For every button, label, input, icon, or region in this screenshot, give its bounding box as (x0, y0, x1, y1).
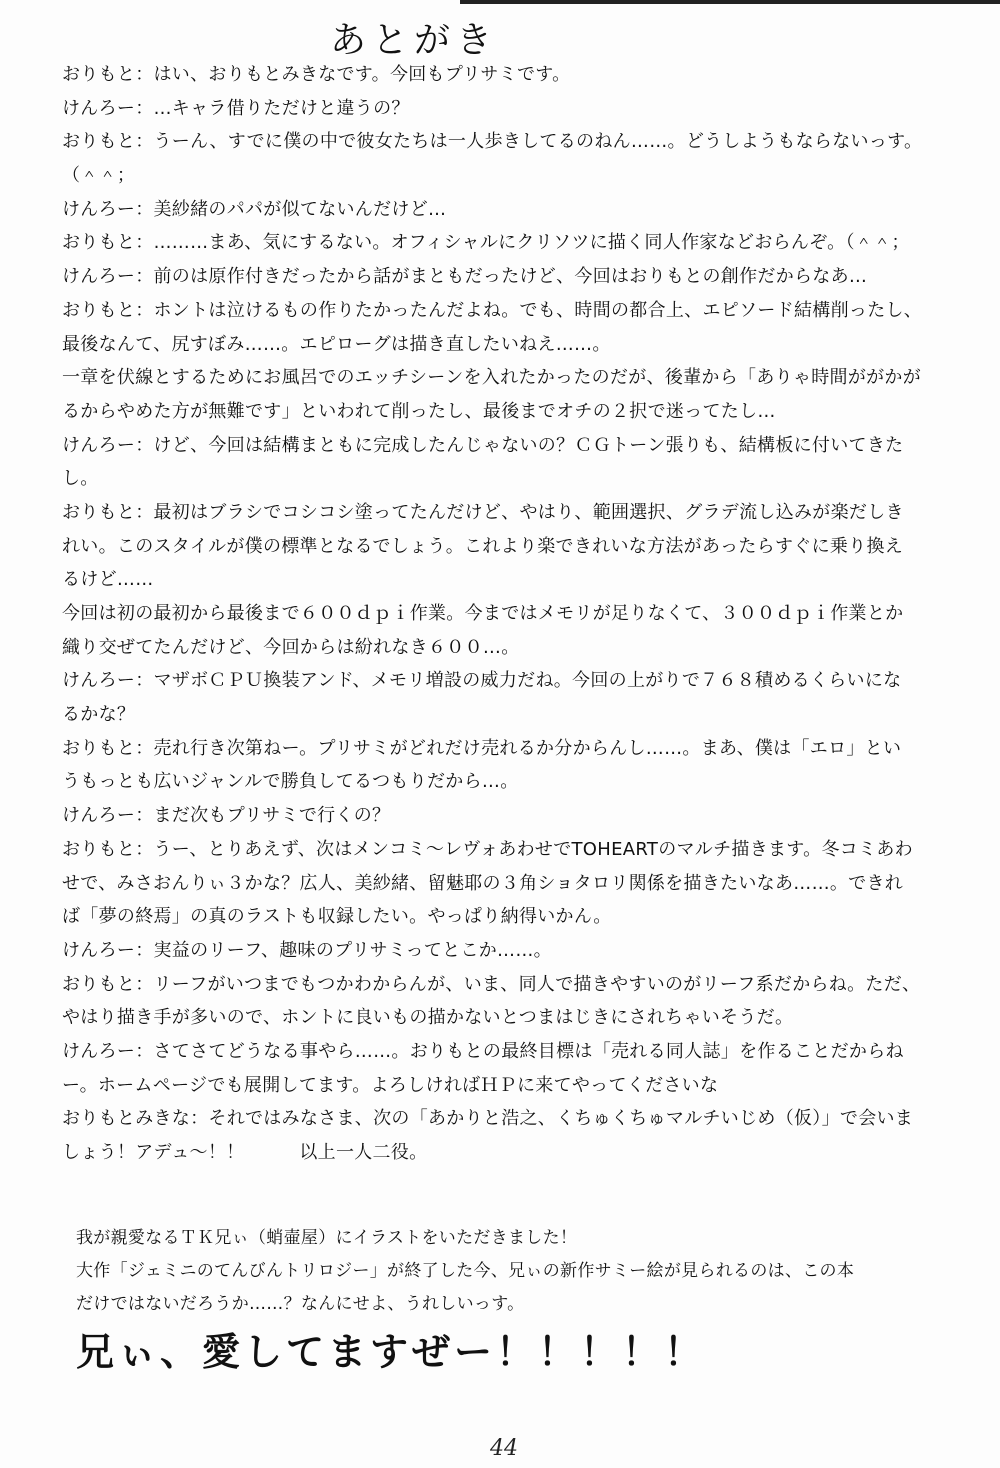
text-line: おりもと：………まあ、気にするない。オフィシャルにクリソツに描く同人作家などおらんぞ。（＾＾； (62, 232, 910, 254)
text-line: けんろー：けど、今回は結構まともに完成したんじゃないの？ＣＧトーン張りも、結構板に付いてきた (62, 434, 904, 456)
text-line: おりもと：はい、おりもとみきなです。今回もプリサミです。 (62, 64, 571, 85)
text-line: しょう！アデュ～！！ 以上一人二役。 (62, 1142, 428, 1163)
text-line: 織り交ぜてたんだけど、今回からは紛れなき６００…。 (62, 636, 520, 658)
page-number: 44 (490, 1436, 518, 1461)
note-line: だけではないだろうか……？なんにせよ、うれしいっす。 (76, 1294, 525, 1314)
text-line: やはり描き手が多いので、ホントに良いもの描かないとつまはじきにされちゃいそうだ。 (62, 1007, 794, 1029)
text-line: 一章を伏線とするためにお風呂でのエッチシーンを入れたかったのだが、後輩から「ありゃ時間ががかが (62, 367, 922, 389)
afterword-dialogue (62, 58, 942, 1170)
text-line: けんろー：まだ次もプリサミで行くの？ (62, 805, 391, 827)
text-line: るけど…… (62, 569, 154, 591)
illustration-credit-note (76, 1222, 956, 1321)
text-line: おりもと：売れ行き次第ねー。プリサミがどれだけ売れるか分からんし……。まあ、僕は「エロ」とい (62, 737, 902, 759)
text-line: けんろー：…キャラ借りただけと違うの？ (62, 97, 410, 119)
text-line: 今回は初の最初から最後まで６００ｄｐｉ作業。今まではメモリが足りなくて、３００ｄｐｉ作業とか (62, 603, 904, 624)
text-line: るからやめた方が無難です」といわれて削ったし、最後までオチの２択で迷ってたし… (62, 400, 776, 422)
text-line: れい。このスタイルが僕の標準となるでしょう。これより楽できれいな方法があったらすぐに乗り換え (62, 535, 904, 557)
text-line: るかな？ (62, 704, 136, 726)
text-line: ば「夢の終焉」の真のラストも収録したい。やっぱり納得いかん。 (62, 906, 612, 928)
text-line: おりもとみきな：それではみなさま、次の「あかりと浩之、くちゅくちゅマルチいじめ（仮）」で会いま (62, 1108, 914, 1130)
text-line: おりもと：リーフがいつまでもつかわからんが、いま、同人で描きやすいのがリーフ系だからね。ただ、 (62, 973, 921, 995)
page-title: あとがき (330, 20, 499, 61)
text-line: けんろー：前のは原作付きだったから話がまともだったけど、今回はおりもとの創作だからなあ… (62, 266, 868, 288)
text-line: ー。ホームページでも展開してます。よろしければＨＰに来てやってくださいな (62, 1074, 719, 1096)
closing-message: 兄ぃ、愛してますぜー！！！！！ (76, 1330, 707, 1374)
text-line: うもっとも広いジャンルで勝負してるつもりだから…。 (62, 771, 519, 793)
text-line: けんろー：マザボＣＰＵ換装アンド、メモリ増設の威力だね。今回の上がりで７６８積めるくらいにな (62, 670, 902, 692)
top-edge-rule (460, 0, 1000, 4)
text-line: （＾＾； (62, 165, 136, 187)
text-line: せで、みさおんりぃ３かな？広人、美紗緒、留魅耶の３角ショタロリ関係を描きたいなあ……。できれ (62, 872, 904, 894)
text-line: 最後なんて、尻すぼみ……。エピローグは描き直したいねえ……。 (62, 333, 611, 355)
text-line: おりもと：最初はブラシでコシコシ塗ってたんだけど、やはり、範囲選択、グラデ流し込みが楽だしき (62, 501, 904, 523)
text-line: けんろー：実益のリーフ、趣味のプリサミってとこか……。 (62, 939, 552, 961)
text-line: し。 (62, 468, 99, 490)
text-line: けんろー：さてさてどうなる事やら……。おりもとの最終目標は「売れる同人誌」を作ることだからね (62, 1040, 904, 1062)
note-line: 我が親愛なるＴＫ兄ぃ（蛸壷屋）にイラストをいただきました！ (76, 1228, 578, 1248)
text-line: おりもと：ホントは泣けるもの作りたかったんだよね。でも、時間の都合上、エピソード結構削ったし、 (62, 299, 923, 321)
text-line: おりもと：うーん、すでに僕の中で彼女たちは一人歩きしてるのねん……。どうしようもならないっす。 (62, 131, 923, 153)
note-line: 大作「ジェミニのてんびんトリロジー」が終了した今、兄ぃの新作サミー絵が見られるのは、この本 (76, 1261, 855, 1281)
text-line: けんろー：美紗緒のパパが似てないんだけど… (62, 198, 447, 220)
text-line: おりもと：うー、とりあえず、次はメンコミ～レヴォあわせでTOHEARTのマルチ描きます。冬コミあわ (62, 838, 913, 860)
